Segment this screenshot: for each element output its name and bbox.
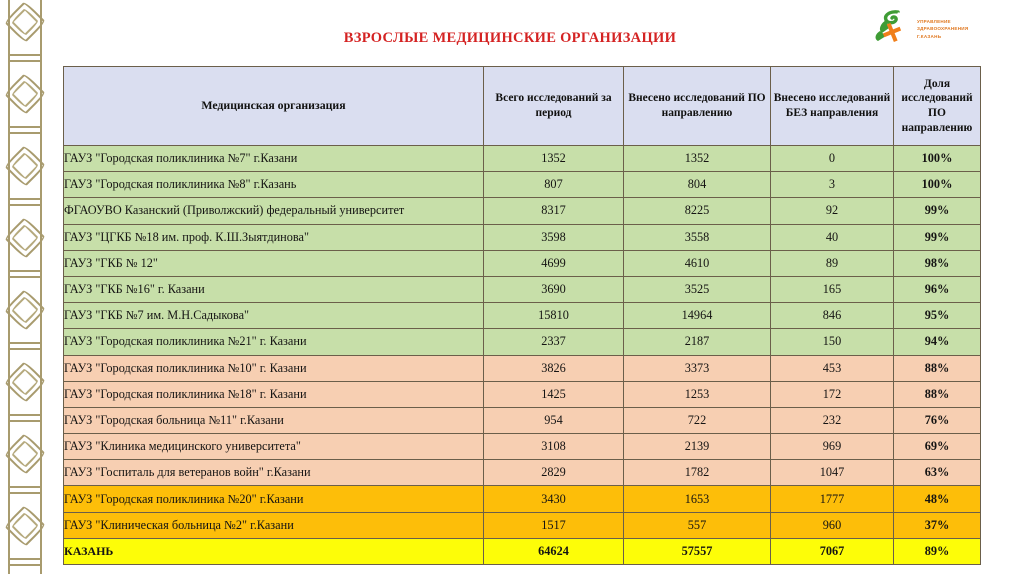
page-title: ВЗРОСЛЫЕ МЕДИЦИНСКИЕ ОРГАНИЗАЦИИ: [343, 30, 677, 46]
cell-organization: ГАУЗ "Городская больница №11" г.Казани: [64, 407, 484, 433]
cell-share-percent: 48%: [894, 486, 981, 512]
cell-share-percent: 88%: [894, 381, 981, 407]
column-header-with-referral: Внесено исследований ПО направлению: [624, 67, 771, 146]
logo-line-3: Г.КАЗАНЬ: [917, 33, 942, 39]
cell-organization: ГАУЗ "Городская поликлиника №8" г.Казань: [64, 172, 484, 198]
cell-share-percent: 63%: [894, 460, 981, 486]
cell-without-referral: 172: [771, 381, 894, 407]
cell-with-referral: 14964: [624, 303, 771, 329]
cell-total-studies: 8317: [484, 198, 624, 224]
logo-text: [917, 18, 968, 39]
cell-share-percent: 95%: [894, 303, 981, 329]
column-header-organization: Медицинская организация: [64, 67, 484, 146]
medical-organizations-table: [63, 66, 981, 565]
table-header: [64, 67, 981, 146]
ornament-motif: [6, 346, 44, 418]
cell-with-referral: 2139: [624, 434, 771, 460]
table-row: [64, 512, 981, 538]
table-row: [64, 146, 981, 172]
table-row: [64, 460, 981, 486]
cell-share-percent: 69%: [894, 434, 981, 460]
cell-without-referral: 453: [771, 355, 894, 381]
ornament-motif: [6, 202, 44, 274]
cell-with-referral: 8225: [624, 198, 771, 224]
table-total-row: [64, 538, 981, 564]
cell-with-referral: 1653: [624, 486, 771, 512]
cell-organization: ГАУЗ "Городская поликлиника №21" г. Казани: [64, 329, 484, 355]
table-row: [64, 276, 981, 302]
cell-without-referral: 232: [771, 407, 894, 433]
cell-total-studies: 807: [484, 172, 624, 198]
cell-organization: КАЗАНЬ: [64, 538, 484, 564]
tatar-ornamental-border: [0, 0, 52, 574]
cell-with-referral: 3525: [624, 276, 771, 302]
table-row: [64, 381, 981, 407]
ornament-motif: [6, 490, 44, 562]
ornament-motif: [6, 274, 44, 346]
cell-total-studies: 3108: [484, 434, 624, 460]
cell-with-referral: 1253: [624, 381, 771, 407]
cell-organization: ГАУЗ "Городская поликлиника №18" г. Казани: [64, 381, 484, 407]
ornament-motif: [6, 130, 44, 202]
table-row: [64, 224, 981, 250]
cell-with-referral: 1352: [624, 146, 771, 172]
cell-share-percent: 99%: [894, 198, 981, 224]
table-row: [64, 303, 981, 329]
cell-share-percent: 98%: [894, 250, 981, 276]
ornament-motif: [6, 562, 44, 574]
cell-total-studies: 64624: [484, 538, 624, 564]
cell-total-studies: 3430: [484, 486, 624, 512]
cell-organization: ФГАОУВО Казанский (Приволжский) федеральный университет: [64, 198, 484, 224]
cell-share-percent: 89%: [894, 538, 981, 564]
cell-organization: ГАУЗ "ГКБ №16" г. Казани: [64, 276, 484, 302]
cell-without-referral: 40: [771, 224, 894, 250]
cell-without-referral: 1777: [771, 486, 894, 512]
cell-share-percent: 88%: [894, 355, 981, 381]
cell-total-studies: 15810: [484, 303, 624, 329]
cell-with-referral: 57557: [624, 538, 771, 564]
cell-total-studies: 2337: [484, 329, 624, 355]
column-header-share: Доля исследований ПО направлению: [894, 67, 981, 146]
cell-with-referral: 3558: [624, 224, 771, 250]
cell-total-studies: 3598: [484, 224, 624, 250]
cell-share-percent: 100%: [894, 172, 981, 198]
results-table-container: [63, 66, 980, 565]
cell-with-referral: 557: [624, 512, 771, 538]
cell-without-referral: 150: [771, 329, 894, 355]
table-row: [64, 434, 981, 460]
table-row: [64, 250, 981, 276]
cell-with-referral: 722: [624, 407, 771, 433]
cell-organization: ГАУЗ "Клиника медицинского университета": [64, 434, 484, 460]
cell-without-referral: 92: [771, 198, 894, 224]
ornament-motif: [6, 418, 44, 490]
cell-with-referral: 2187: [624, 329, 771, 355]
cell-total-studies: 1517: [484, 512, 624, 538]
cell-organization: ГАУЗ "Городская поликлиника №7" г.Казани: [64, 146, 484, 172]
cell-without-referral: 7067: [771, 538, 894, 564]
cell-total-studies: 2829: [484, 460, 624, 486]
cell-total-studies: 1352: [484, 146, 624, 172]
logo-line-2: ЗДРАВООХРАНЕНИЯ: [917, 26, 969, 32]
table-row: [64, 407, 981, 433]
cell-organization: ГАУЗ "Клиническая больница №2" г.Казани: [64, 512, 484, 538]
cell-with-referral: 4610: [624, 250, 771, 276]
cell-total-studies: 1425: [484, 381, 624, 407]
cell-share-percent: 76%: [894, 407, 981, 433]
cell-share-percent: 37%: [894, 512, 981, 538]
table-row: [64, 198, 981, 224]
cell-without-referral: 3: [771, 172, 894, 198]
cell-organization: ГАУЗ "Городская поликлиника №20" г.Казани: [64, 486, 484, 512]
column-header-without-referral: Внесено исследований БЕЗ направления: [771, 67, 894, 146]
column-header-total: Всего исследований за период: [484, 67, 624, 146]
ornament-motif: [6, 58, 44, 130]
cell-with-referral: 1782: [624, 460, 771, 486]
cell-organization: ГАУЗ "Госпиталь для ветеранов войн" г.Казани: [64, 460, 484, 486]
ornament-motif: [6, 0, 44, 58]
table-row: [64, 486, 981, 512]
health-department-logo: [870, 8, 1012, 50]
ornament-pattern: [6, 0, 44, 574]
cell-organization: ГАУЗ "ЦГКБ №18 им. проф. К.Ш.Зыятдинова": [64, 224, 484, 250]
cell-share-percent: 100%: [894, 146, 981, 172]
snake-cross-icon: [870, 9, 912, 49]
cell-without-referral: 969: [771, 434, 894, 460]
cell-without-referral: 89: [771, 250, 894, 276]
table-row: [64, 329, 981, 355]
cell-total-studies: 3826: [484, 355, 624, 381]
cell-with-referral: 804: [624, 172, 771, 198]
cell-share-percent: 99%: [894, 224, 981, 250]
cell-share-percent: 94%: [894, 329, 981, 355]
table-row: [64, 355, 981, 381]
cell-with-referral: 3373: [624, 355, 771, 381]
cell-without-referral: 846: [771, 303, 894, 329]
cell-total-studies: 4699: [484, 250, 624, 276]
cell-without-referral: 0: [771, 146, 894, 172]
cell-without-referral: 960: [771, 512, 894, 538]
cell-organization: ГАУЗ "Городская поликлиника №10" г. Казани: [64, 355, 484, 381]
table-body: [64, 146, 981, 565]
cell-share-percent: 96%: [894, 276, 981, 302]
cell-organization: ГАУЗ "ГКБ №7 им. М.Н.Садыкова": [64, 303, 484, 329]
cell-organization: ГАУЗ "ГКБ № 12": [64, 250, 484, 276]
cell-total-studies: 3690: [484, 276, 624, 302]
cell-total-studies: 954: [484, 407, 624, 433]
table-row: [64, 172, 981, 198]
cell-without-referral: 165: [771, 276, 894, 302]
table-header-row: [64, 67, 981, 146]
logo-line-1: УПРАВЛЕНИЕ: [917, 19, 951, 25]
cell-without-referral: 1047: [771, 460, 894, 486]
